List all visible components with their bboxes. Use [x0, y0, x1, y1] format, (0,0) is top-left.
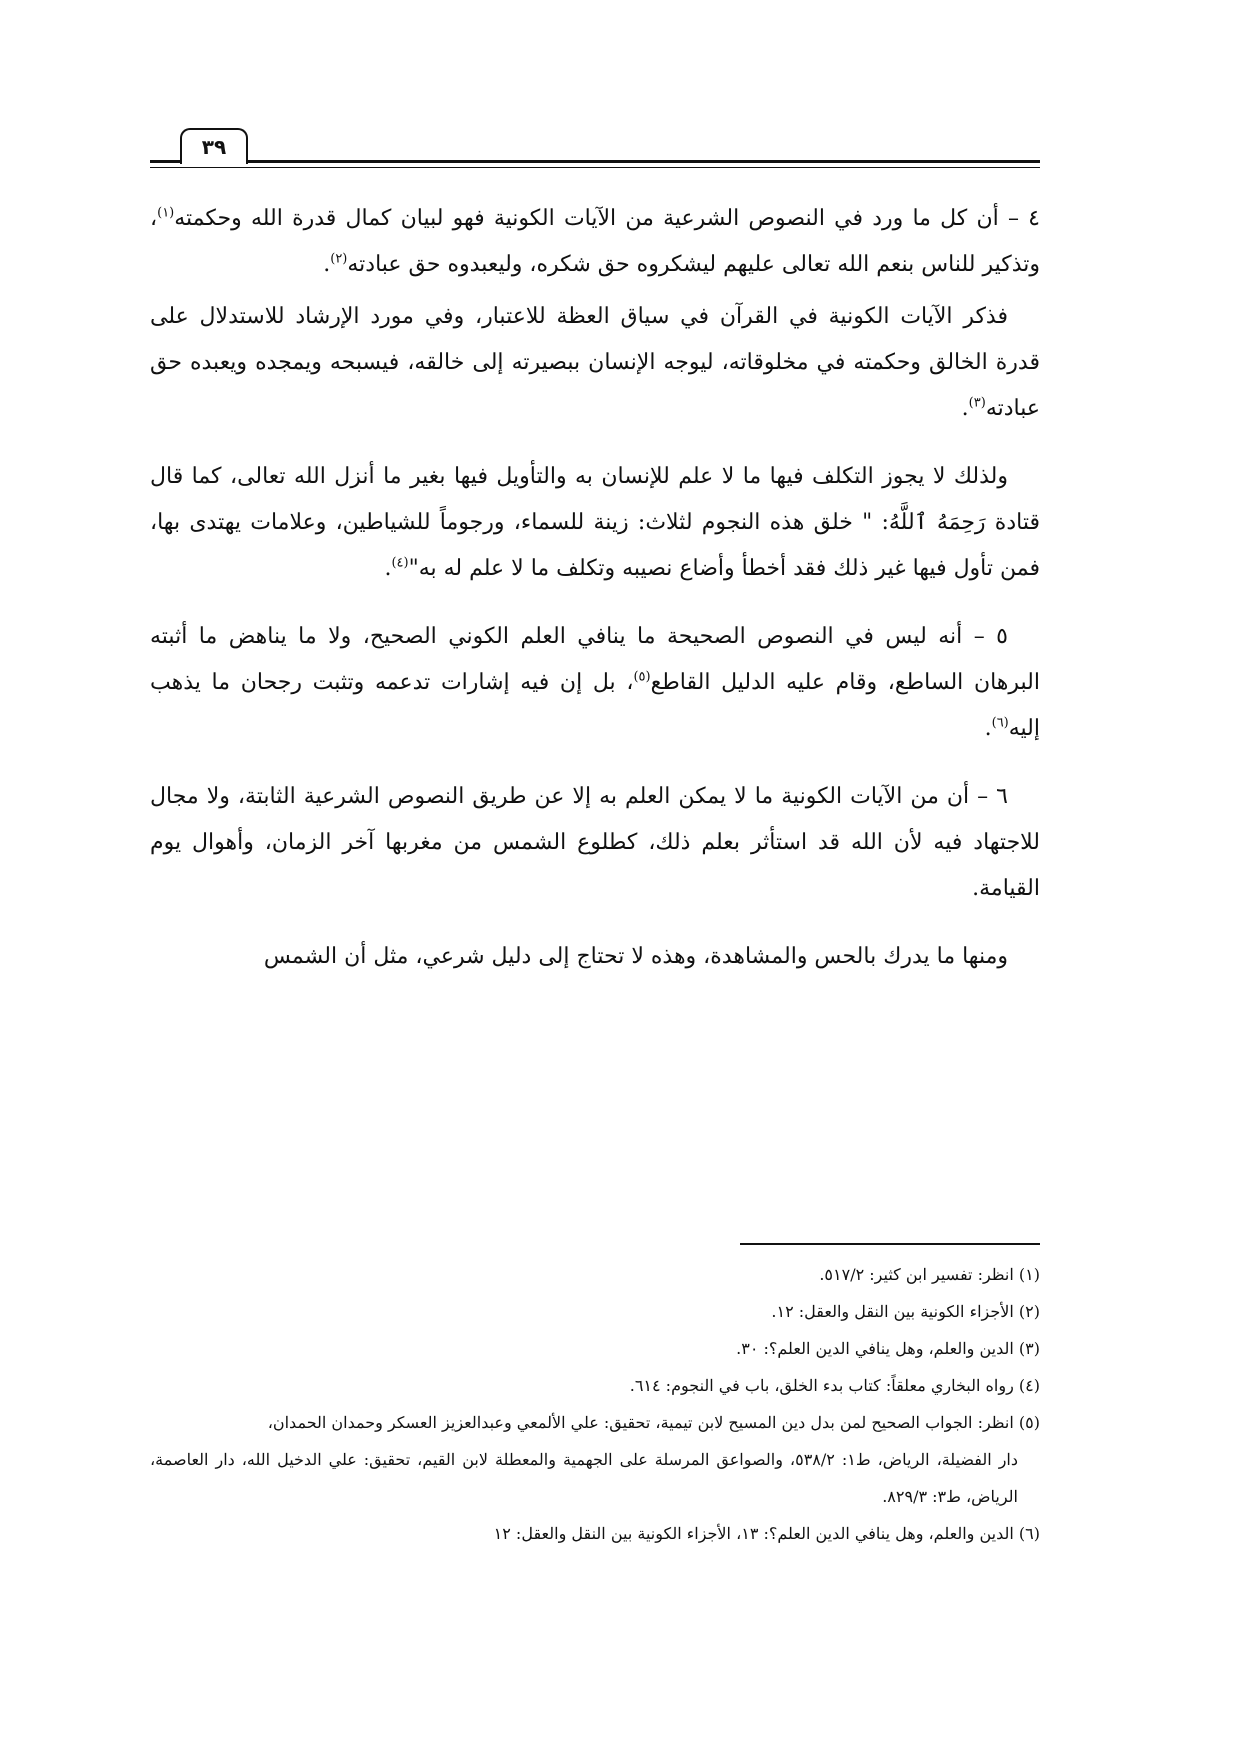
- paragraph-qatada-quote: ولذلك لا يجوز التكلف فيها ما لا علم للإنسان به والتأويل فيها بغير ما أنزل الله تعالى، كما قال قتادة رَحِمَهُ ٱللَّهُ: " خلق هذه النجوم لثلاث: زينة للسماء، ورجوماً للشياطين، وعلامات يهتدى بها، فمن تأول فيها غير ذلك فقد أخطأ وأضاع نصيبه وتكلف ما لا علم له به"$^{(٤)}$.: [150, 464, 1040, 581]
- page-number: ٣٩: [180, 128, 248, 164]
- footnote-ref[interactable]: (١): [157, 205, 175, 221]
- footnote-ref[interactable]: (٤): [391, 555, 409, 571]
- paragraph-point-5: ٥ – أنه ليس في النصوص الصحيحة ما ينافي العلم الكوني الصحيح، ولا ما يناهض ما أثبته البرهان الساطع، وقام عليه الدليل القاطع$^{(٥)}$، بل إن فيه إشارات تدعمه وتثبت رجحان ما يذهب إليه$^{(٦)}$.: [150, 624, 1040, 741]
- main-text: [150, 196, 1040, 1002]
- footnote-ref[interactable]: (٣): [968, 395, 986, 411]
- header-rule-thin: [150, 167, 1040, 168]
- paragraph-point-6: ٦ – أن من الآيات الكونية ما لا يمكن العلم به إلا عن طريق النصوص الشرعية الثابتة، ولا مجال للاجتهاد فيه لأن الله قد استأثر بعلم ذلك، كطلوع الشمس من مغربها آخر الزمان، وأهوال يوم القيامة.: [150, 784, 1040, 901]
- paragraph-cosmic-signs: فذكر الآيات الكونية في القرآن في سياق العظة للاعتبار، وفي مورد الإرشاد للاستدلال على قدرة الخالق وحكمته في مخلوقاته، ليوجه الإنسان ببصيرته إلى خالقه، فيسبحه ويمجده ويعبده حق عبادته$^{(٣)}$.: [150, 304, 1040, 421]
- footnote-1: (١) انظر: تفسير ابن كثير: ٥١٧/٢.: [819, 1265, 1040, 1284]
- footnote-6: (٦) الدين والعلم، وهل ينافي الدين العلم؟: ١٣، الأجزاء الكونية بين النقل والعقل: ١٢: [493, 1524, 1040, 1543]
- footnote-separator: [740, 1243, 1040, 1245]
- page-header: [150, 128, 1040, 168]
- paragraph-sensory: ومنها ما يدرك بالحس والمشاهدة، وهذه لا تحتاج إلى دليل شرعي، مثل أن الشمس: [263, 944, 1008, 969]
- footnote-ref[interactable]: (٦): [991, 715, 1009, 731]
- footnote-2: (٢) الأجزاء الكونية بين النقل والعقل: ١٢.: [771, 1302, 1040, 1321]
- footnote-3: (٣) الدين والعلم، وهل ينافي الدين العلم؟: ٣٠.: [736, 1339, 1040, 1358]
- paragraph-point-4: ٤ – أن كل ما ورد في النصوص الشرعية من الآيات الكونية فهو لبيان كمال قدرة الله وحكمته$^{(١)}$، وتذكير للناس بنعم الله تعالى عليهم ليشكروه حق شكره، وليعبدوه حق عبادته$^{(٢)}$.: [150, 205, 1040, 277]
- footnote-4: (٤) رواه البخاري معلقاً: كتاب بدء الخلق، باب في النجوم: ٦١٤.: [629, 1376, 1040, 1395]
- footnote-5: (٥) انظر: الجواب الصحيح لمن بدل دين المسيح لابن تيمية، تحقيق: علي الألمعي وعبدالعزيز العسكر وحمدان الحمدان، دار الفضيلة، الرياض، ط١: ٥٣٨/٢، والصواعق المرسلة على الجهمية والمعطلة لابن القيم، تحقيق: علي الدخيل الله، دار العاصمة، الرياض، ط٣: ٨٢٩/٣.: [150, 1413, 1040, 1506]
- header-rule: [150, 160, 1040, 163]
- footnotes: [150, 1256, 1040, 1552]
- document-page: [150, 128, 1040, 1728]
- footnote-ref[interactable]: (٥): [633, 669, 651, 685]
- footnote-ref[interactable]: (٢): [330, 251, 348, 267]
